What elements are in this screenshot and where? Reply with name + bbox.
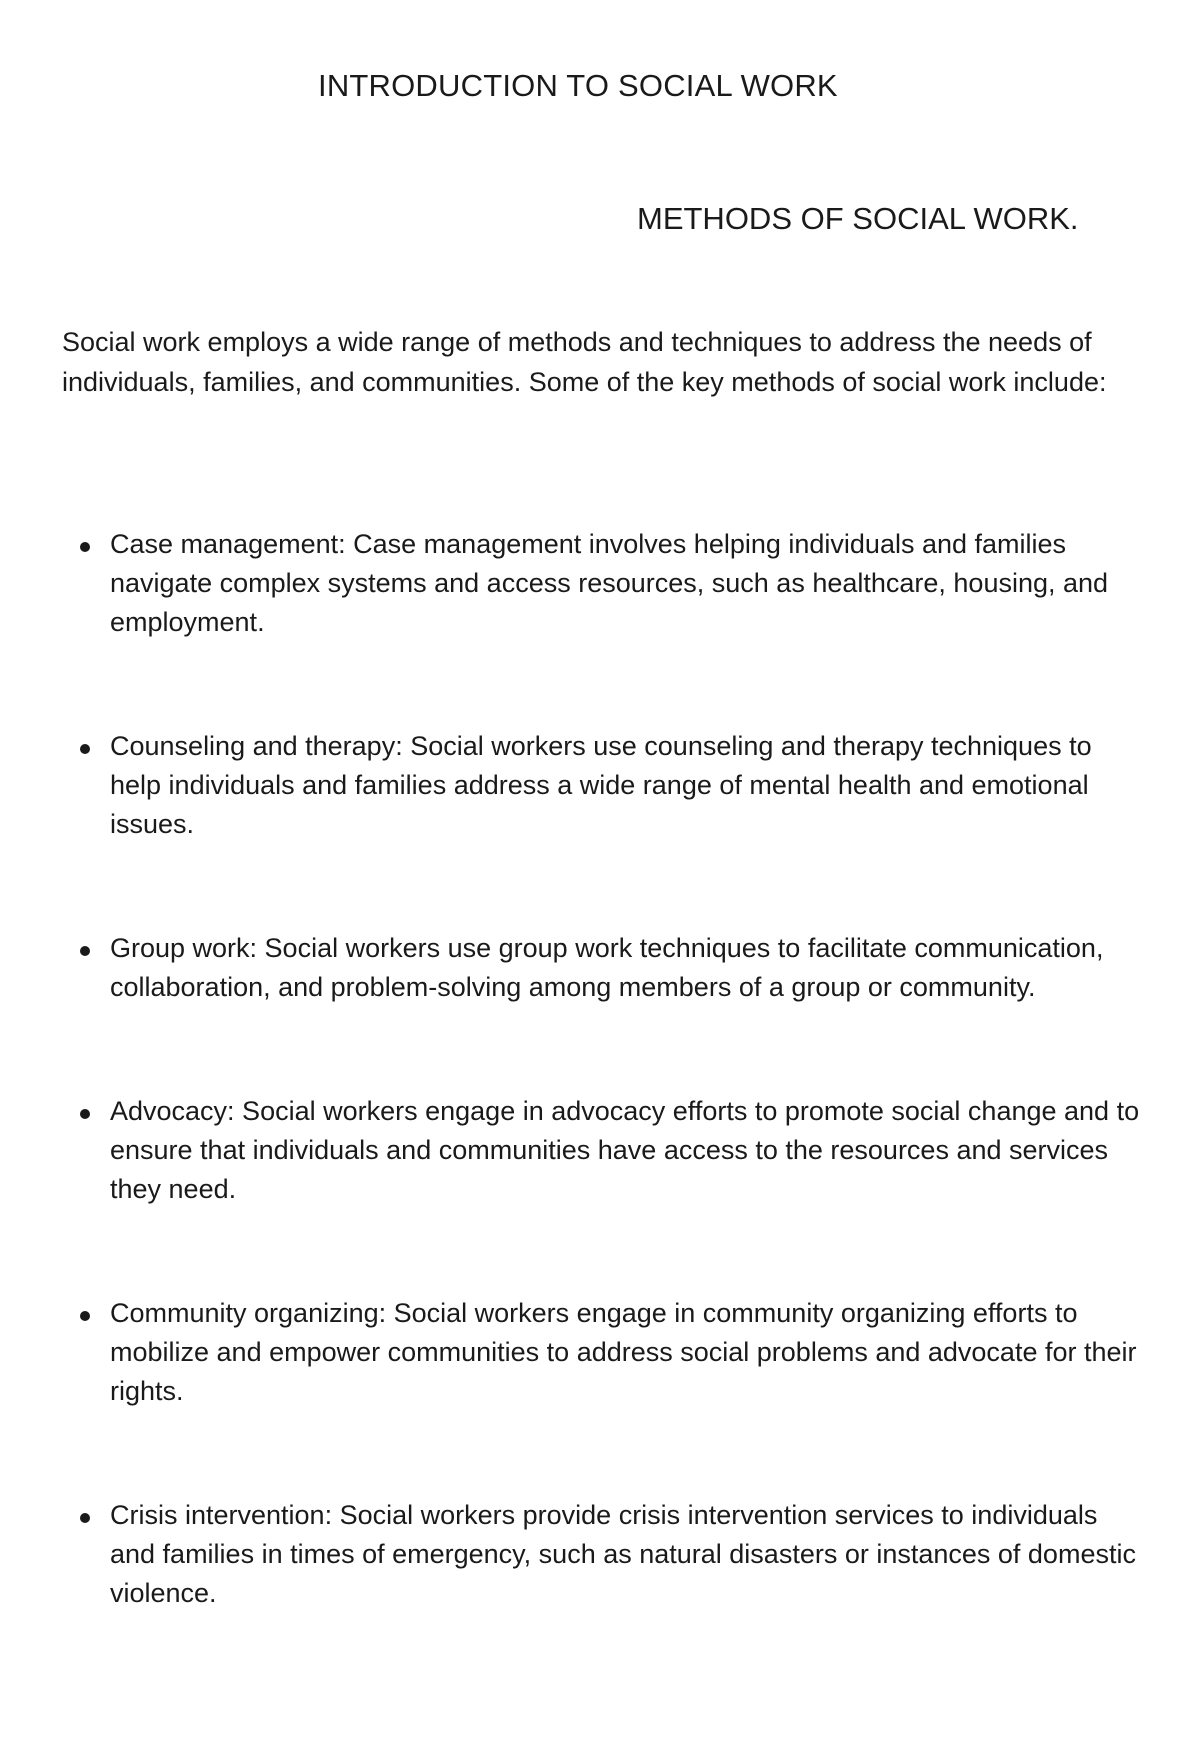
list-item xyxy=(0,1294,1145,1411)
list-item xyxy=(0,525,1145,642)
section-heading: METHODS OF SOCIAL WORK. xyxy=(637,201,1079,236)
list-item-text: Group work: Social workers use group work techniques to facilitate communication, collaboration, and problem-solving among members of a group or community. xyxy=(110,933,1104,1002)
bullet-icon xyxy=(80,946,90,956)
list-item-text: Crisis intervention: Social workers provide crisis intervention services to individuals and families in times of emergency, such as natural disasters or instances of domestic violence. xyxy=(110,1500,1136,1608)
intro-paragraph: Social work employs a wide range of methods and techniques to address the needs of individuals, families, and communities. Some of the key methods of social work include: xyxy=(62,327,1107,397)
bullet-icon xyxy=(80,542,90,552)
methods-list xyxy=(0,525,1200,1698)
bullet-icon xyxy=(80,1109,90,1119)
bullet-icon xyxy=(80,1513,90,1523)
list-item xyxy=(0,1092,1145,1209)
list-item-text: Community organizing: Social workers engage in community organizing efforts to mobilize and empower communities to address social problems and advocate for their rights. xyxy=(110,1298,1137,1406)
bullet-icon xyxy=(80,744,90,754)
bullet-icon xyxy=(80,1311,90,1321)
document-title: INTRODUCTION TO SOCIAL WORK xyxy=(318,68,838,103)
list-item xyxy=(0,727,1145,844)
list-item xyxy=(0,929,1145,1007)
list-item-text: Counseling and therapy: Social workers use counseling and therapy techniques to help individuals and families address a wide range of mental health and emotional issues. xyxy=(110,731,1092,839)
list-item-text: Case management: Case management involves helping individuals and families navigate complex systems and access resources, such as healthcare, housing, and employment. xyxy=(110,529,1109,637)
list-item-text: Advocacy: Social workers engage in advocacy efforts to promote social change and to ensure that individuals and communities have access to the resources and services they need. xyxy=(110,1096,1140,1204)
list-item xyxy=(0,1496,1145,1613)
